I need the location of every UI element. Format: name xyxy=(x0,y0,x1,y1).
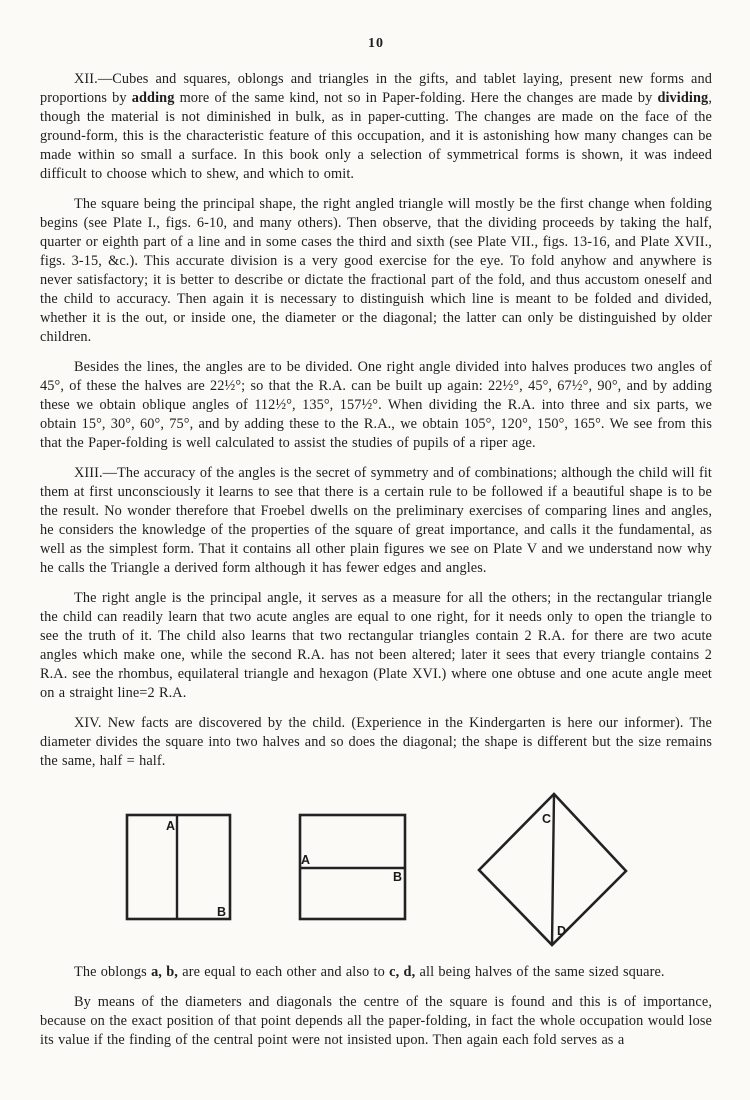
label-d-fig3: D xyxy=(557,924,567,938)
paragraph-diameters-diagonals: By means of the diameters and diagonals the centre of the square is found and this is of importance, because on the exact position of that point depends all the paper-folding, in fact the whole occupation would lose its value if the finding of the central point were not insisted upon. Then again each fold serves as a xyxy=(40,994,712,1048)
page-number: 10 xyxy=(368,36,384,51)
paragraph-right-angle-principal: The right angle is the principal angle, it serves as a measure for all the others; in the rectangular triangle the child can readily learn that two acute angles are equal to one right, for it needs only to open the triangle to see the truth of it. The child also learns that two rectangular triangles contain 2 R.A. for there are two acute angles which make one, while the second R.A. has not been altered; later it sees that every triangle contains 2 R.A. see the rhombus, equilateral triangle and hexagon (Plate XVI.) where one obtuse and one acute angle meet on a straight line=2 R.A. xyxy=(40,590,712,701)
label-c-fig3: C xyxy=(541,812,551,826)
label-b-fig1: B xyxy=(217,905,227,919)
diagonal-fold-line xyxy=(552,794,554,945)
figure-strip xyxy=(40,787,712,955)
paragraph-square-principal-shape: The square being the principal shape, the right angled triangle will mostly be the first change when folding begins (see Plate I., figs. 6-10, and many others). Then observe, that the dividing proceeds by taking the half, quarter or eighth part of a line and in some cases the third and sixth (see Plate VII., figs. 13-16, and Plate XVII., figs. 3-15, &c.). This accurate division is a very good exercise for the eye. To fold anyhow and anywhere is never satisfactory; it is better to describe or dictate the fractional part of the fold, and thus accustom oneself and the child to accuracy. Then again it is necessary to distinguish which line is meant to be folded and divided, whether it is the out, or inside one, the diameter or the diagonal; the latter can only be distinguished by older children. xyxy=(40,196,712,345)
paragraph-angles-divided: Besides the lines, the angles are to be divided. One right angle divided into halves produces two angles of 45°, of these the halves are 22½°; so that the R.A. can be built up again: 22½°, 45°, 67½°, 90°, and by adding these we obtain oblique angles of 112½°, 135°, 157½°. When dividing the R.A. into three and six parts, we obtain 15°, 30°, 60°, 75°, and by adding these to the R.A., we obtain 105°, 120°, 150°, 165°. We see from this that the Paper-folding is well calculated to assist the studies of pupils of a riper age. xyxy=(40,359,712,451)
label-a-fig1: A xyxy=(165,819,175,833)
label-a-fig2: A xyxy=(301,853,311,867)
label-b-fig2: B xyxy=(393,870,403,884)
paragraph-xii-cubes-and-squares: XII.—Cubes and squares, oblongs and triangles in the gifts, and tablet laying, present new forms and proportions by adding more of the same kind, not so in Paper-folding. Here the changes are made by dividing, though the material is not diminished in bulk, as in paper-cutting. The changes are made on the face of the ground-form, this is the characteristic feature of this occupation, and it is astonishing how many changes can be made within so small a surface. In this book only a selection of symmetrical forms is shown, it was indeed difficult to choose which to shew, and which to omit. xyxy=(40,71,712,182)
figure-square-vertical-fold xyxy=(127,815,230,919)
figure-diamond-diagonal xyxy=(479,794,626,945)
paragraph-xiv-new-facts: XIV. New facts are discovered by the child. (Experience in the Kindergarten is here our informer). The diameter divides the square into two halves and so does the diagonal; the shape is different but the size remains the same, half = half. xyxy=(40,715,712,769)
figure-square-horizontal-fold xyxy=(300,815,405,919)
geometry-figures-svg xyxy=(0,787,750,955)
paragraph-xiii-accuracy-of-angles: XIII.—The accuracy of the angles is the secret of symmetry and of combinations; although the child will fit them at first unconsciously it learns to see that there is a certain rule to be followed if a beautiful shape is to be the result. No wonder therefore that Froebel dwells on the preliminary exercises of comparing lines and angles, he considers the knowledge of the properties of the square of great importance, and calls it the fundamental, as well as the simplest form. That it contains all other plain figures we see on Plate V and we understand now why he calls the Triangle a derived form although it has fewer edges and angles. xyxy=(40,465,712,576)
square-outline-1 xyxy=(127,815,230,919)
figure-caption-oblongs: The oblongs a, b, are equal to each other and also to c, d, all being halves of the same sized square. xyxy=(74,964,665,980)
